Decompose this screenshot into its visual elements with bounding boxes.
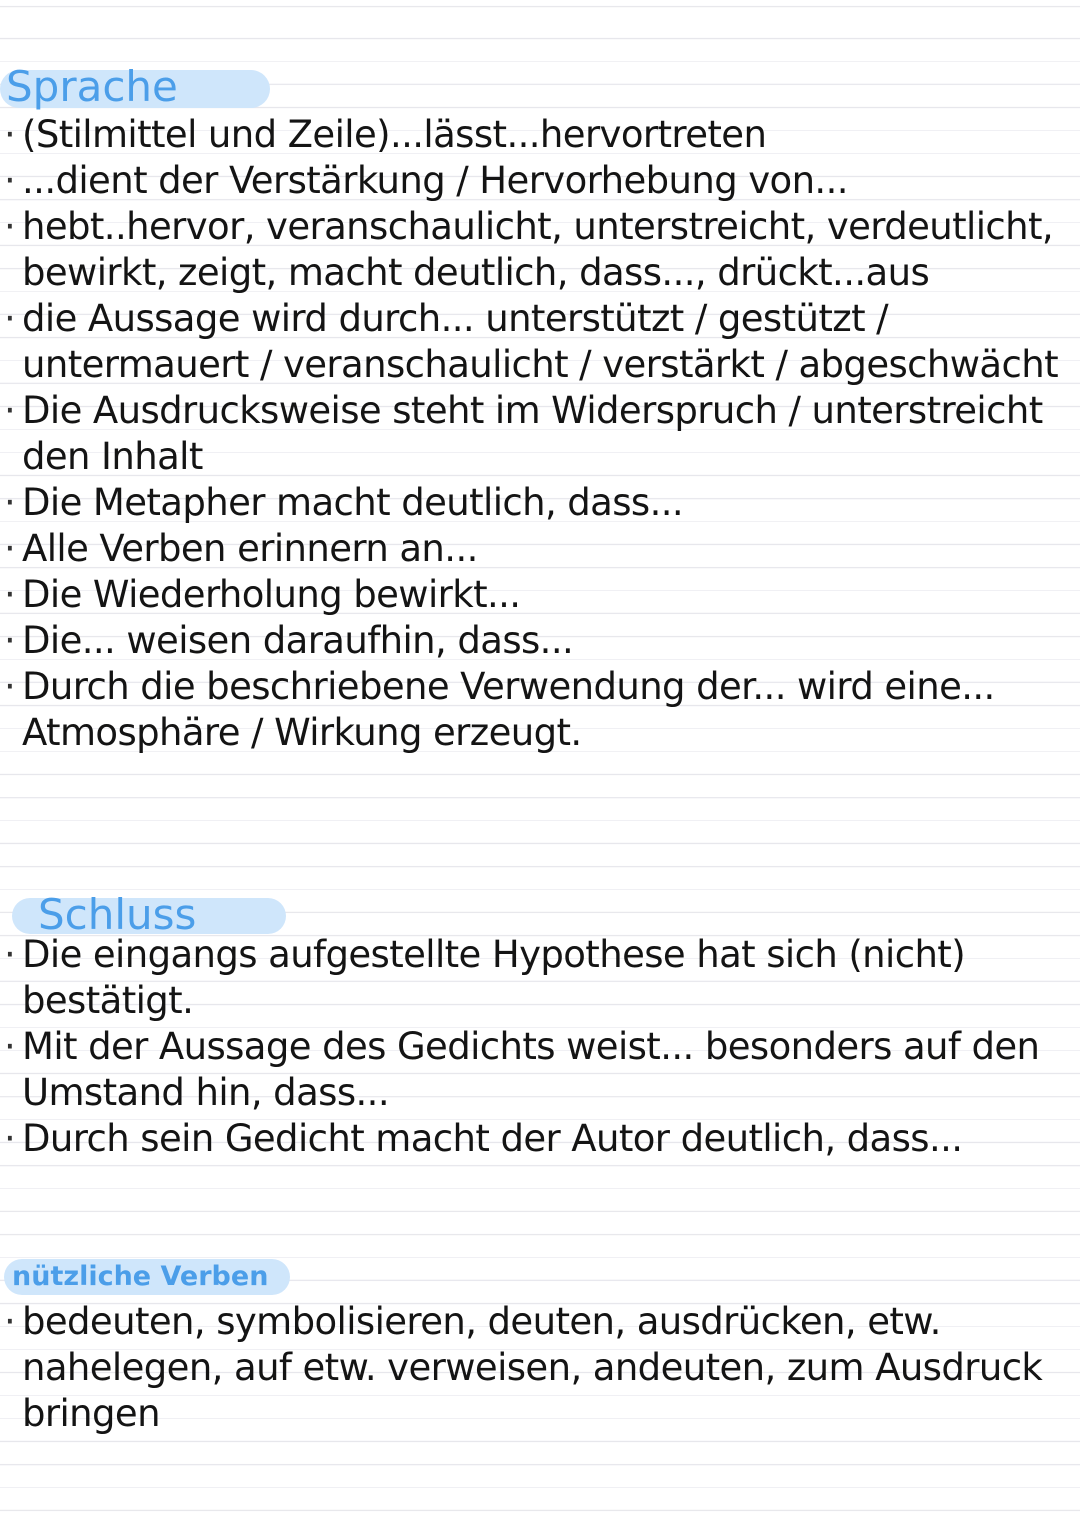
- list-item-text: Alle Verben erinnern an...: [22, 527, 478, 570]
- bullet-dot: ·: [4, 619, 16, 662]
- list-item: [0, 572, 1080, 618]
- list-item: [0, 1116, 1080, 1162]
- section-heading-verben: nützliche Verben: [12, 1261, 269, 1292]
- section-heading-schluss: Schluss: [38, 890, 197, 939]
- section-heading-wrap: [0, 1255, 1080, 1295]
- section-nuetzliche-verben: [0, 1255, 1080, 1435]
- list-item-text: Die... weisen daraufhin, dass...: [22, 619, 574, 662]
- list-item-text: Die eingangs aufgestellte Hypothese hat sich (nicht) bestätigt.: [22, 933, 966, 1022]
- bullet-dot: ·: [4, 205, 16, 248]
- list-item: [0, 112, 1080, 158]
- list-item: [0, 296, 1080, 388]
- list-item-text: (Stilmittel und Zeile)...lässt...hervortreten: [22, 113, 767, 156]
- list-item-text: Die Metapher macht deutlich, dass...: [22, 481, 684, 524]
- bullet-dot: ·: [4, 159, 16, 202]
- list-item: [0, 204, 1080, 296]
- bullet-dot: ·: [4, 1117, 16, 1160]
- list-item-text: Die Wiederholung bewirkt...: [22, 573, 521, 616]
- section-heading-sprache: Sprache: [6, 62, 178, 111]
- section-schluss: [0, 890, 1080, 1160]
- list-item-text: Durch sein Gedicht macht der Autor deutlich, dass...: [22, 1117, 963, 1160]
- list-item: [0, 480, 1080, 526]
- list-item-text: die Aussage wird durch... unterstützt / gestützt / untermauert / veranschaulicht / verstärkt / abgeschwächt: [22, 297, 1058, 386]
- list-item: [0, 1299, 1080, 1437]
- bullet-dot: ·: [4, 1300, 16, 1343]
- list-item: [0, 664, 1080, 756]
- list-item-text: bedeuten, symbolisieren, deuten, ausdrücken, etw. nahelegen, auf etw. verweisen, andeuten, zum Ausdruck bringen: [22, 1300, 1043, 1435]
- bullet-dot: ·: [4, 113, 16, 156]
- list-item: [0, 158, 1080, 204]
- bullet-dot: ·: [4, 481, 16, 524]
- list-item: [0, 388, 1080, 480]
- list-item-text: ...dient der Verstärkung / Hervorhebung von...: [22, 159, 848, 202]
- bullet-dot: ·: [4, 665, 16, 708]
- bullet-dot: ·: [4, 933, 16, 976]
- list-item: [0, 618, 1080, 664]
- list-item-text: Durch die beschriebene Verwendung der... wird eine... Atmosphäre / Wirkung erzeugt.: [22, 665, 995, 754]
- bullet-dot: ·: [4, 527, 16, 570]
- bullet-dot: ·: [4, 297, 16, 340]
- bullet-dot: ·: [4, 573, 16, 616]
- schluss-list: [0, 932, 1080, 1162]
- list-item-text: hebt..hervor, veranschaulicht, unterstreicht, verdeutlicht, bewirkt, zeigt, macht deutlich, dass..., drückt...aus: [22, 205, 1054, 294]
- list-item: [0, 526, 1080, 572]
- sprache-list: [0, 112, 1080, 756]
- section-heading-wrap: [0, 890, 1080, 939]
- verben-list: [0, 1299, 1080, 1437]
- list-item: [0, 1024, 1080, 1116]
- section-sprache: [0, 62, 1080, 754]
- list-item: [0, 932, 1080, 1024]
- list-item-text: Die Ausdrucksweise steht im Widerspruch / unterstreicht den Inhalt: [22, 389, 1043, 478]
- bullet-dot: ·: [4, 1025, 16, 1068]
- section-heading-wrap: [0, 62, 1080, 111]
- list-item-text: Mit der Aussage des Gedichts weist... besonders auf den Umstand hin, dass...: [22, 1025, 1040, 1114]
- bullet-dot: ·: [4, 389, 16, 432]
